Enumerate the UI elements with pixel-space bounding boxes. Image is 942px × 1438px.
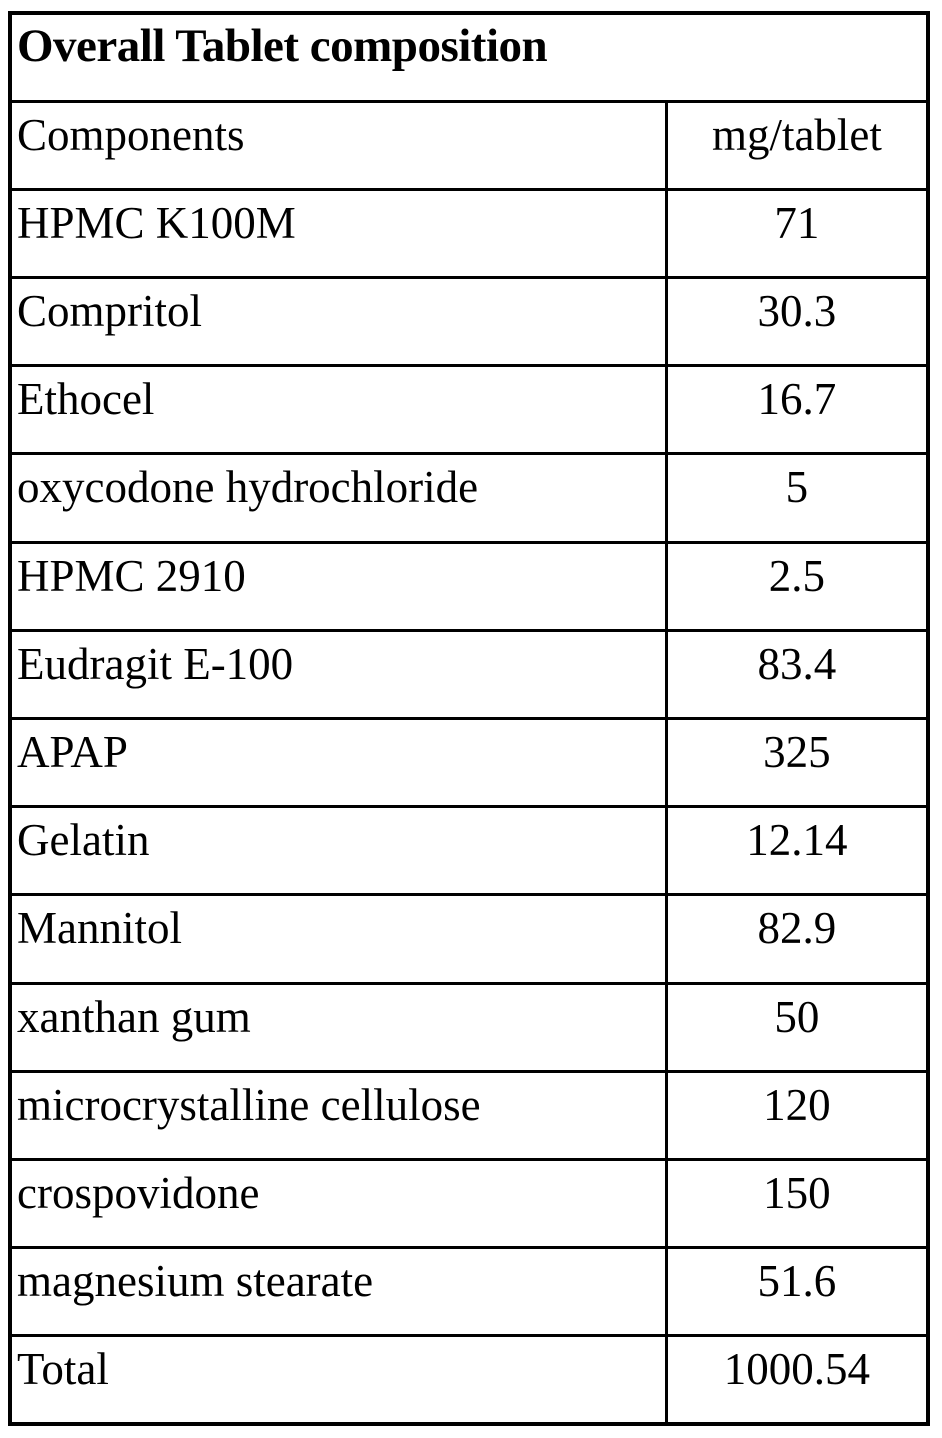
component-name-cell: Gelatin <box>10 807 666 895</box>
component-amount-cell: 5 <box>666 454 928 542</box>
component-amount-cell: 120 <box>666 1071 928 1159</box>
component-name-cell: Mannitol <box>10 895 666 983</box>
table-row <box>10 719 928 807</box>
table-row <box>10 278 928 366</box>
table-body <box>10 13 928 1424</box>
table-row <box>10 189 928 277</box>
component-name-cell: xanthan gum <box>10 983 666 1071</box>
component-amount-cell: 83.4 <box>666 630 928 718</box>
component-amount-cell: 71 <box>666 189 928 277</box>
table-row <box>10 983 928 1071</box>
table-row <box>10 366 928 454</box>
component-amount-cell: 150 <box>666 1159 928 1247</box>
tablet-composition-table <box>8 11 930 1426</box>
table-row <box>10 630 928 718</box>
component-amount-cell: 82.9 <box>666 895 928 983</box>
component-amount-cell: 1000.54 <box>666 1336 928 1424</box>
table-row <box>10 895 928 983</box>
component-name-cell: Ethocel <box>10 366 666 454</box>
table-row <box>10 542 928 630</box>
table-title: Overall Tablet composition <box>10 13 928 101</box>
component-amount-cell: 16.7 <box>666 366 928 454</box>
column-header-mg-per-tablet: mg/tablet <box>666 101 928 189</box>
table-row <box>10 454 928 542</box>
component-amount-cell: 50 <box>666 983 928 1071</box>
component-amount-cell: 12.14 <box>666 807 928 895</box>
component-name-cell: Compritol <box>10 278 666 366</box>
component-name-cell: HPMC K100M <box>10 189 666 277</box>
component-name-cell: microcrystalline cellulose <box>10 1071 666 1159</box>
component-amount-cell: 51.6 <box>666 1248 928 1336</box>
component-amount-cell: 30.3 <box>666 278 928 366</box>
component-amount-cell: 2.5 <box>666 542 928 630</box>
component-name-cell: HPMC 2910 <box>10 542 666 630</box>
table-title-row <box>10 13 928 101</box>
table-row <box>10 1336 928 1424</box>
table-row <box>10 807 928 895</box>
table-row <box>10 1248 928 1336</box>
component-name-cell: Eudragit E-100 <box>10 630 666 718</box>
component-name-cell: magnesium stearate <box>10 1248 666 1336</box>
column-header-components: Components <box>10 101 666 189</box>
component-name-cell: Total <box>10 1336 666 1424</box>
table-header-row <box>10 101 928 189</box>
component-name-cell: crospovidone <box>10 1159 666 1247</box>
component-amount-cell: 325 <box>666 719 928 807</box>
table-row <box>10 1159 928 1247</box>
table-row <box>10 1071 928 1159</box>
component-name-cell: APAP <box>10 719 666 807</box>
component-name-cell: oxycodone hydrochloride <box>10 454 666 542</box>
